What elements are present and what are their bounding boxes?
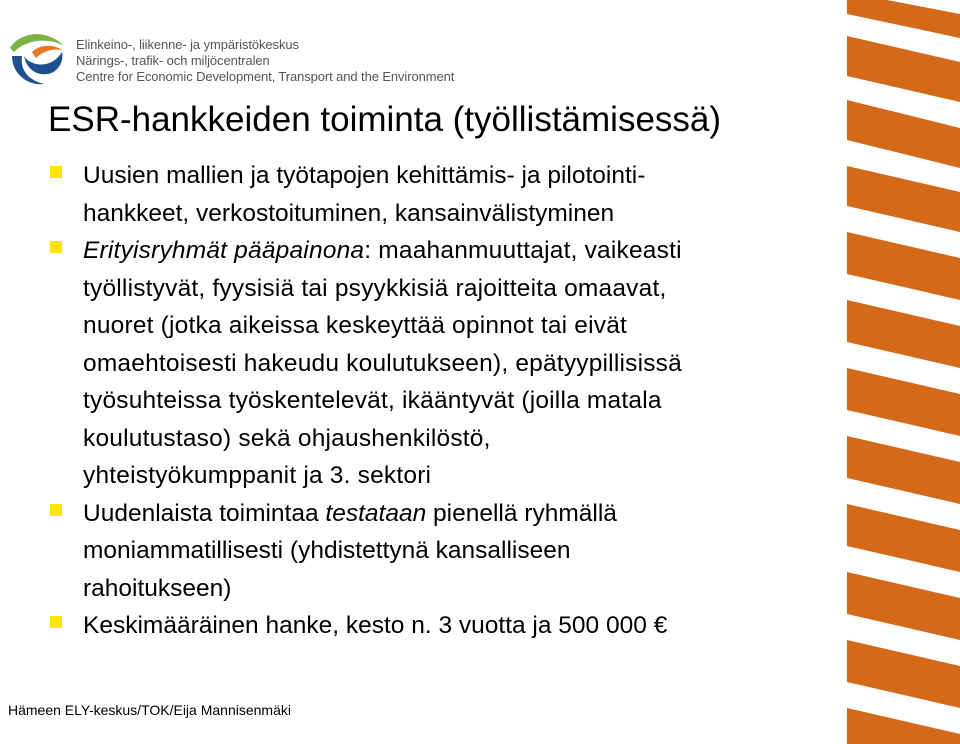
slide-title: ESR-hankkeiden toiminta (työllistämisessä): [48, 100, 722, 139]
text-segment: työsuhteissa työskentelevät, ikääntyvät (joilla matala: [83, 387, 662, 414]
text-segment: koulutustaso) sekä ohjaushenkilöstö,: [83, 424, 491, 452]
org-name-english: Centre for Economic Development, Transport and the Environment: [76, 69, 455, 84]
bullet-item: [48, 157, 828, 232]
bullet-text-line: [83, 195, 828, 233]
text-segment: yhteistyökumppanit ja 3. sektori: [83, 462, 432, 489]
emphasized-text: Erityisryhmät pääpainona: [83, 237, 365, 264]
text-segment: pienellä ryhmällä: [426, 499, 617, 527]
bullet-item: [48, 495, 828, 608]
bullet-text-line: [83, 382, 828, 420]
text-segment: hankkeet, verkostoituminen, kansainvälistyminen: [83, 199, 615, 227]
bullet-text-line: [83, 607, 828, 645]
bullet-text-line: [83, 270, 828, 308]
bullet-item: [48, 607, 828, 645]
text-segment: moniammatillisesti (yhdistettynä kansalliseen: [83, 537, 571, 564]
org-name-swedish: Närings-, trafik- och miljöcentralen: [76, 53, 270, 68]
square-bullet-icon: [50, 166, 62, 178]
bullet-text-line: [83, 420, 828, 458]
bullet-text-line: [83, 157, 828, 195]
bullet-text-line: [83, 307, 828, 345]
bullet-text-line: [83, 457, 828, 495]
text-segment: : maahanmuuttajat, vaikeasti: [364, 237, 682, 264]
text-segment: nuoret (jotka aikeissa keskeyttää opinnot tai eivät: [83, 312, 628, 339]
square-bullet-icon: [50, 241, 62, 253]
bullet-text-line: [83, 570, 828, 608]
ely-logo-icon: [6, 26, 68, 88]
emphasized-text: testataan: [325, 499, 427, 527]
text-segment: Uudenlaista toimintaa: [83, 499, 326, 527]
text-segment: työllistyvät, fyysisiä tai psyykkisiä rajoitteita omaavat,: [83, 274, 667, 302]
bullet-text-line: [83, 345, 828, 383]
text-segment: omaehtoisesti hakeudu koulutukseen), epätyypillisissä: [83, 349, 682, 377]
organization-names: [76, 37, 454, 85]
bullet-text-line: [83, 532, 828, 570]
text-segment: Uusien mallien ja työtapojen kehittämis- ja pilotointi-: [83, 162, 646, 189]
bullet-text-line: [83, 232, 828, 270]
bullet-list: [48, 157, 828, 645]
slide-footer: Hämeen ELY-keskus/TOK/Eija Mannisenmäki: [8, 702, 291, 718]
decorative-stripe: [847, 0, 960, 744]
text-segment: rahoitukseen): [83, 574, 232, 602]
square-bullet-icon: [50, 616, 62, 628]
bullet-text-line: [83, 495, 828, 533]
square-bullet-icon: [50, 504, 62, 516]
text-segment: Keskimääräinen hanke, kesto n. 3 vuotta ja 500 000 €: [83, 612, 668, 639]
bullet-item: [48, 232, 828, 495]
org-name-finnish: Elinkeino-, liikenne- ja ympäristökeskus: [76, 37, 299, 52]
